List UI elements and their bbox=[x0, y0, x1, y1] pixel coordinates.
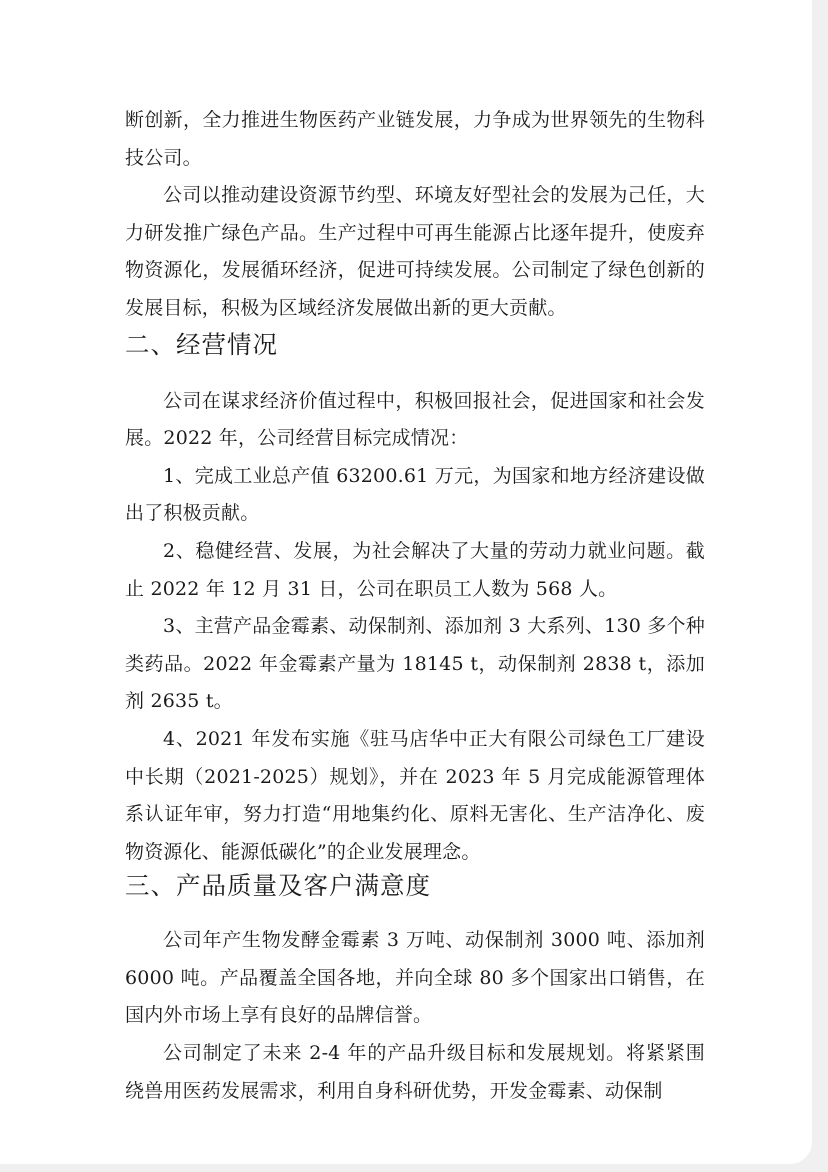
section-heading-operations: 二、经营情况 bbox=[125, 329, 278, 359]
paragraph-quality-plan: 公司制定了未来 2-4 年的产品升级目标和发展规划。将紧紧围绕兽用医药发展需求，利用自身科研优势，开发金霉素、动保制 bbox=[125, 1042, 705, 1102]
paragraph-continued: 断创新，全力推进生物医药产业链发展，力争成为世界领先的生物科技公司。 bbox=[125, 109, 705, 169]
section-heading-quality: 三、产品质量及客户满意度 bbox=[125, 871, 431, 901]
paragraph-operations-item-4: 4、2021 年发布实施《驻马店华中正大有限公司绿色工厂建设中长期（2021-2025）规划》，并在 2023 年 5 月完成能源管理体系认证年审，努力打造“用地集约化、原料无害化、生产洁净化、废物资源化、能源低碳化”的企业发展理念。 bbox=[125, 727, 705, 863]
paragraph-green-development: 公司以推动建设资源节约型、环境友好型社会的发展为己任，大力研发推广绿色产品。生产过程中可再生能源占比逐年提升，使废弃物资源化，发展循环经济，促进可持续发展。公司制定了绿色创新的发展目标，积极为区域经济发展做出新的更大贡献。 bbox=[125, 184, 705, 319]
document-body bbox=[125, 102, 705, 1110]
paragraph-operations-item-1: 1、完成工业总产值 63200.61 万元，为国家和地方经济建设做出了积极贡献。 bbox=[125, 464, 705, 525]
paragraph-operations-item-3: 3、主营产品金霉素、动保制剂、添加剂 3 大系列、130 多个种类药品。2022 年金霉素产量为 18145 t，动保制剂 2838 t，添加剂 2635 t。 bbox=[125, 615, 705, 713]
paragraph-operations-item-2: 2、稳健经营、发展，为社会解决了大量的劳动力就业问题。截止 2022 年 12 月 31 日，公司在职员工人数为 568 人。 bbox=[125, 539, 705, 600]
paragraph-operations-intro: 公司在谋求经济价值过程中，积极回报社会，促进国家和社会发展。2022 年，公司经营目标完成情况： bbox=[125, 389, 705, 450]
paragraph-quality-capacity: 公司年产生物发酵金霉素 3 万吨、动保制剂 3000 吨、添加剂 6000 吨。产品覆盖全国各地，并向全球 80 多个国家出口销售，在国内外市场上享有良好的品牌信誉。 bbox=[125, 929, 705, 1027]
